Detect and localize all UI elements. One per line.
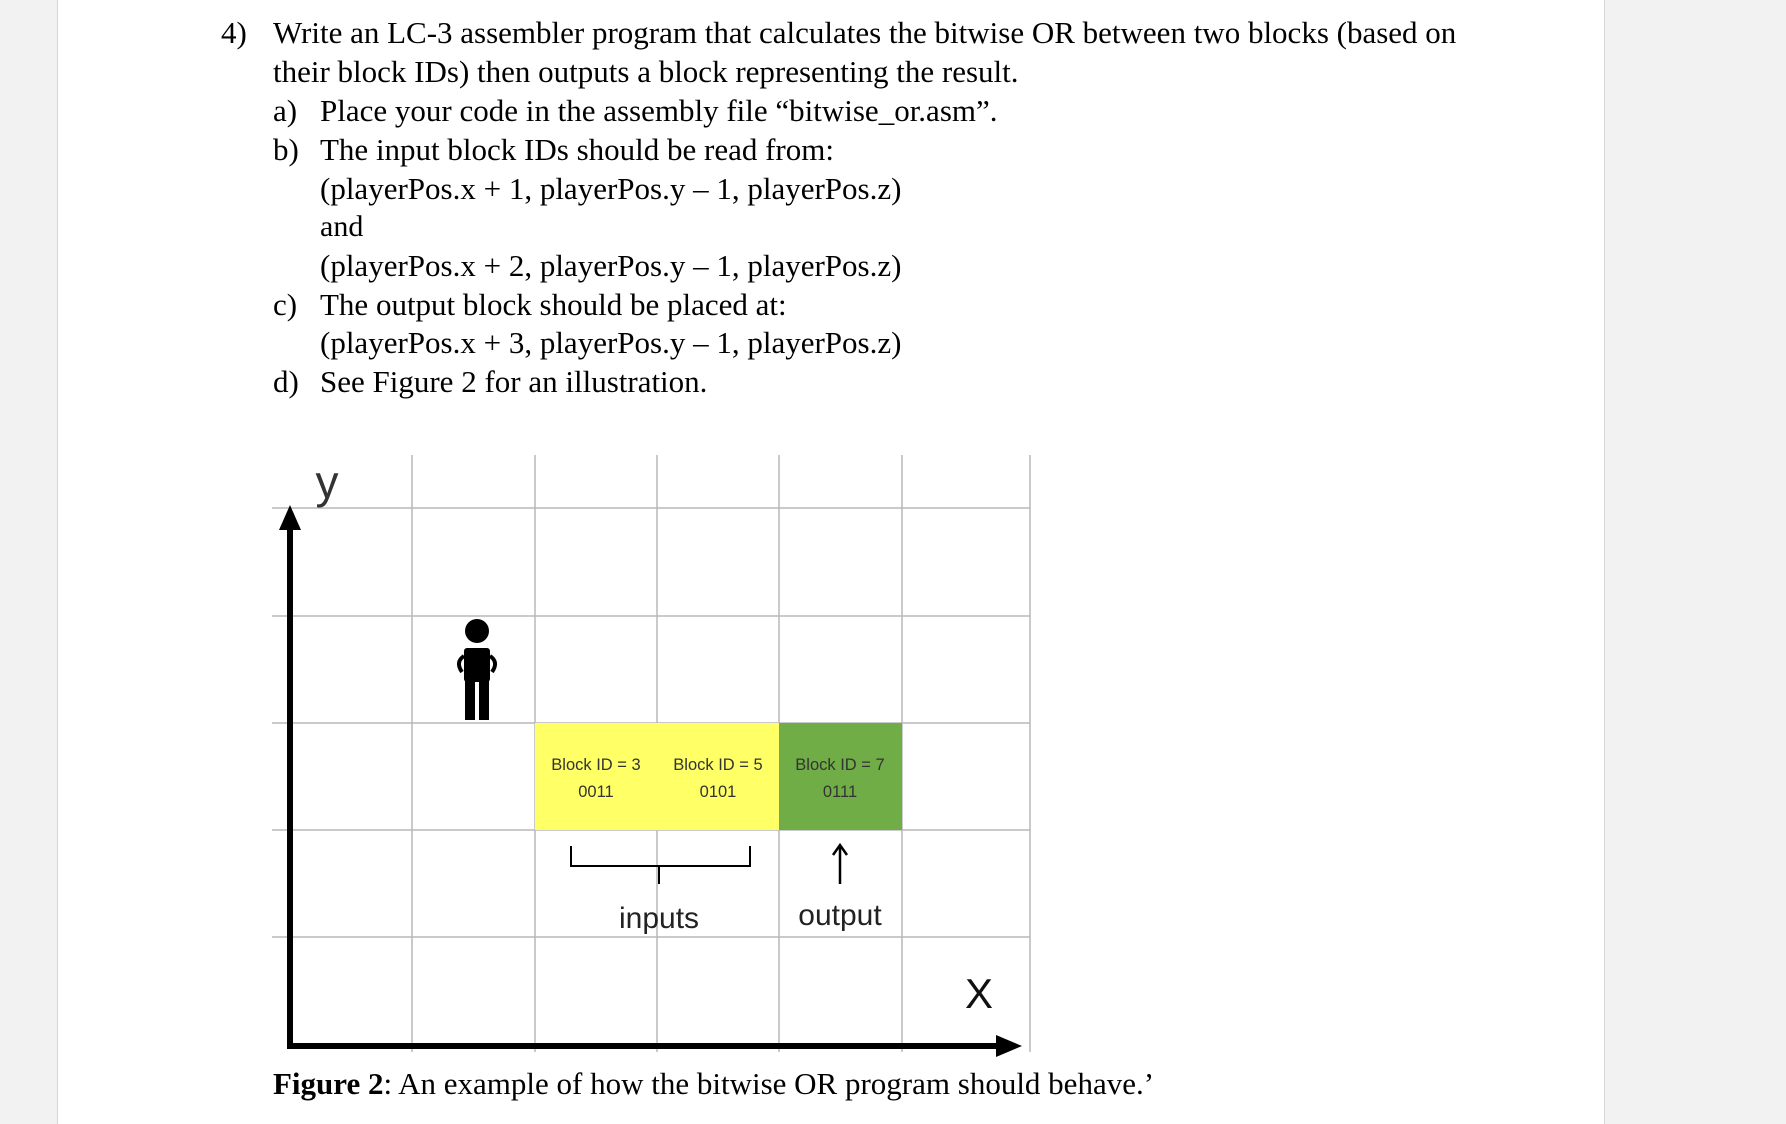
- y-axis-label: y: [315, 456, 339, 508]
- item-text-d: See Figure 2 for an illustration.: [320, 364, 708, 399]
- player-icon: [459, 619, 495, 720]
- question-number: 4): [221, 15, 247, 50]
- block-id-7-bits: 0111: [822, 783, 858, 801]
- block-id-5: [657, 723, 779, 830]
- item-marker-d: d): [273, 364, 299, 399]
- block-id-5-label: Block ID = 5: [673, 756, 763, 774]
- block-id-3: [535, 723, 657, 830]
- x-axis: [287, 1035, 1022, 1057]
- x-axis-label: X: [964, 970, 994, 1017]
- question-intro-line-2: their block IDs) then outputs a block representing the result.: [273, 54, 1019, 89]
- input-coordinate-1: (playerPos.x + 1, playerPos.y – 1, playerPos.z): [320, 171, 902, 206]
- question-intro-line-1: Write an LC-3 assembler program that calculates the bitwise OR between two blocks (based on: [273, 15, 1457, 50]
- block-id-3-label: Block ID = 3: [551, 756, 641, 774]
- output-coordinate: (playerPos.x + 3, playerPos.y – 1, playerPos.z): [320, 325, 902, 360]
- block-id-3-bits: 0011: [578, 783, 614, 801]
- inputs-brace: [571, 846, 750, 884]
- block-id-5-bits: 0101: [699, 783, 737, 801]
- item-text-a: Place your code in the assembly file “bitwise_or.asm”.: [320, 93, 998, 128]
- figure-caption-text: : An example of how the bitwise OR program should behave.’: [383, 1066, 1155, 1101]
- block-id-7: [779, 723, 902, 830]
- x-axis-arrow-icon: [996, 1035, 1022, 1057]
- y-axis: [279, 505, 301, 1048]
- block-id-7-fill: [779, 723, 902, 830]
- item-text-c: The output block should be placed at:: [320, 287, 787, 322]
- output-arrow-icon: [833, 845, 847, 884]
- block-id-7-label: Block ID = 7: [795, 756, 885, 774]
- inputs-label: inputs: [618, 902, 700, 935]
- item-marker-b: b): [273, 132, 299, 167]
- input-coordinate-2: (playerPos.x + 2, playerPos.y – 1, playerPos.z): [320, 248, 902, 283]
- figure-caption-prefix: Figure 2: [273, 1066, 384, 1101]
- item-marker-c: c): [273, 287, 298, 322]
- item-text-b: The input block IDs should be read from:: [320, 132, 834, 167]
- block-id-3-fill: [535, 723, 657, 830]
- block-id-5-fill: [657, 723, 779, 830]
- item-marker-a: a): [273, 93, 298, 128]
- output-label: output: [798, 899, 882, 932]
- and-word: and: [320, 210, 364, 243]
